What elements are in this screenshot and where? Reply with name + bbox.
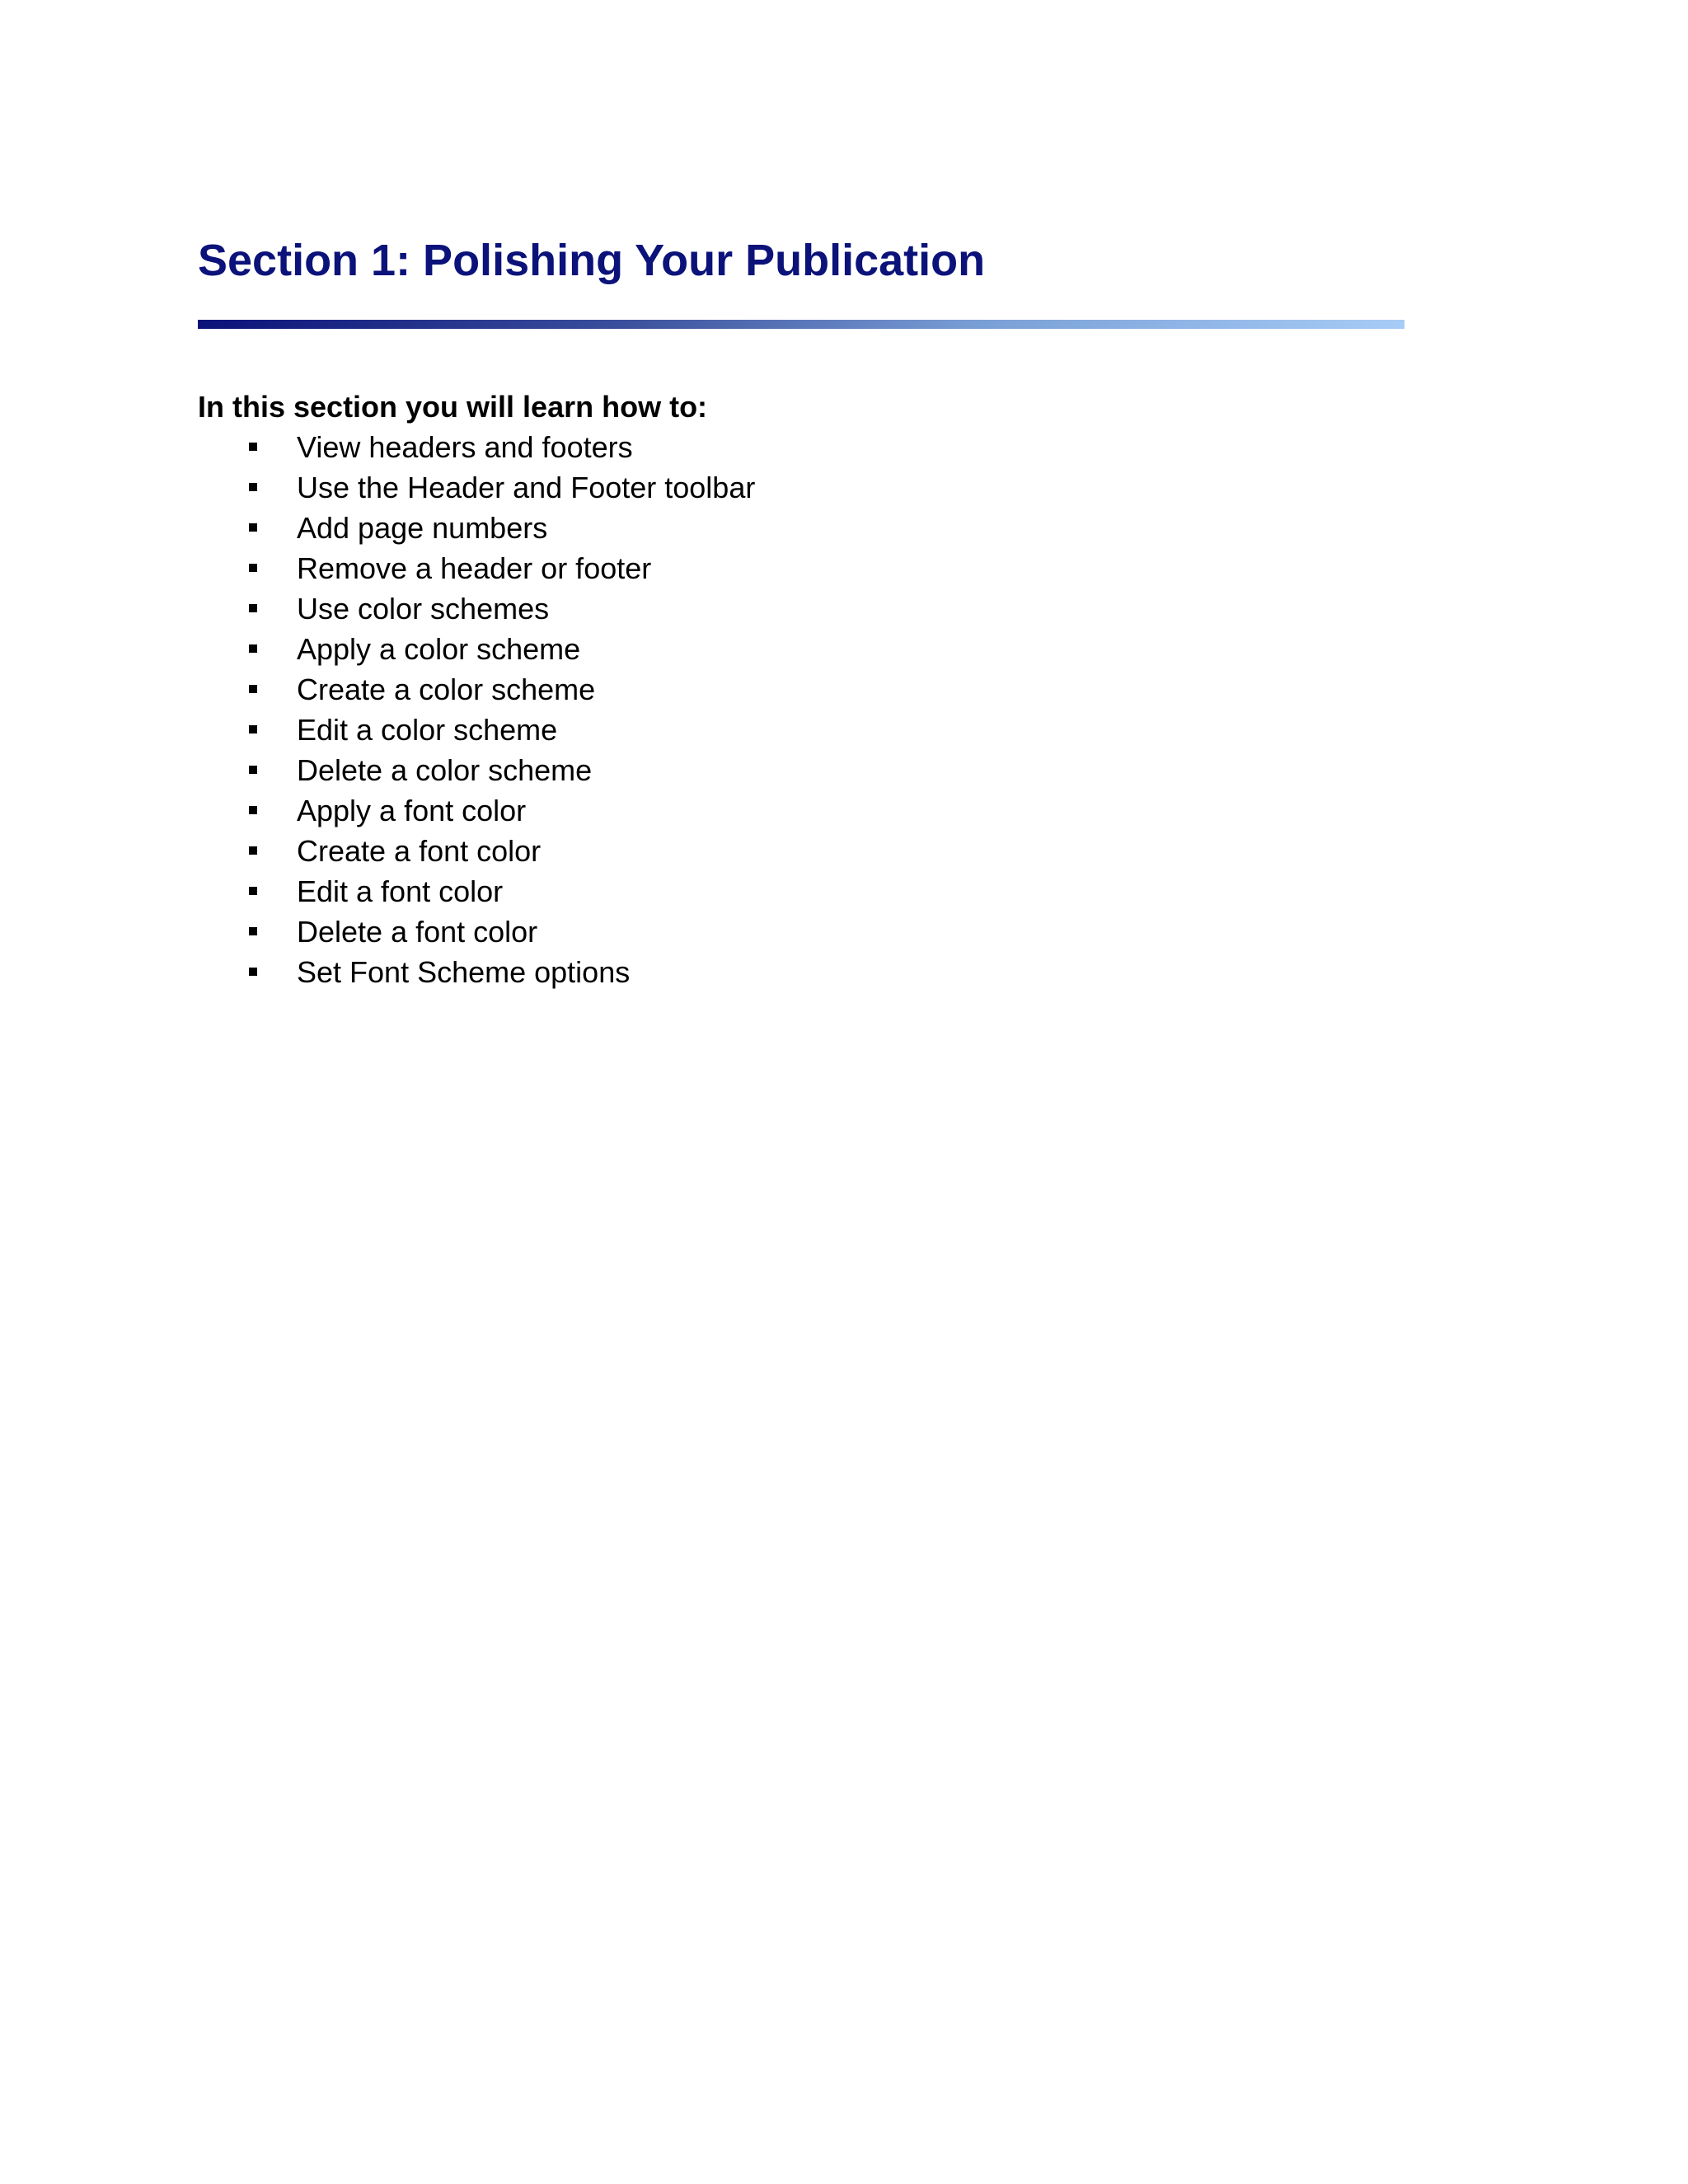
- square-bullet-icon: [249, 685, 257, 693]
- list-item-text: Create a font color: [297, 834, 542, 868]
- list-item: [198, 952, 1418, 992]
- list-item: [198, 467, 1418, 508]
- square-bullet-icon: [249, 483, 257, 491]
- square-bullet-icon: [249, 887, 257, 895]
- list-item: [198, 588, 1418, 629]
- section-content: [198, 231, 1418, 992]
- list-item-text: Add page numbers: [297, 511, 548, 545]
- square-bullet-icon: [249, 846, 257, 855]
- list-item-text: Apply a font color: [297, 794, 527, 827]
- square-bullet-icon: [249, 927, 257, 935]
- list-item: [198, 629, 1418, 669]
- list-item: [198, 831, 1418, 871]
- list-item-text: Use the Header and Footer toolbar: [297, 471, 756, 504]
- list-item-text: Create a color scheme: [297, 673, 596, 706]
- list-item-text: Remove a header or footer: [297, 551, 652, 585]
- list-item-text: View headers and footers: [297, 430, 633, 464]
- list-item: [198, 912, 1418, 952]
- square-bullet-icon: [249, 644, 257, 653]
- list-item: [198, 710, 1418, 750]
- square-bullet-icon: [249, 604, 257, 612]
- square-bullet-icon: [249, 806, 257, 814]
- list-item: [198, 669, 1418, 710]
- square-bullet-icon: [249, 968, 257, 976]
- list-item: [198, 790, 1418, 831]
- list-item: [198, 750, 1418, 790]
- section-title: Section 1: Polishing Your Publication: [198, 236, 986, 285]
- square-bullet-icon: [249, 766, 257, 774]
- list-item-text: Use color schemes: [297, 592, 550, 626]
- list-item: [198, 548, 1418, 588]
- list-item-text: Delete a font color: [297, 915, 538, 949]
- title-gradient-rule: [198, 320, 1404, 329]
- square-bullet-icon: [249, 443, 257, 451]
- list-item: [198, 508, 1418, 548]
- square-bullet-icon: [249, 725, 257, 733]
- list-item: [198, 871, 1418, 912]
- learning-objectives-list: [198, 427, 1418, 992]
- list-item-text: Apply a color scheme: [297, 632, 581, 666]
- list-item-text: Edit a color scheme: [297, 713, 558, 747]
- section-intro: In this section you will learn how to:: [198, 390, 708, 424]
- list-item-text: Edit a font color: [297, 874, 504, 908]
- list-item-text: Set Font Scheme options: [297, 955, 631, 989]
- square-bullet-icon: [249, 523, 257, 532]
- list-item-text: Delete a color scheme: [297, 753, 593, 787]
- square-bullet-icon: [249, 564, 257, 572]
- list-item: [198, 427, 1418, 467]
